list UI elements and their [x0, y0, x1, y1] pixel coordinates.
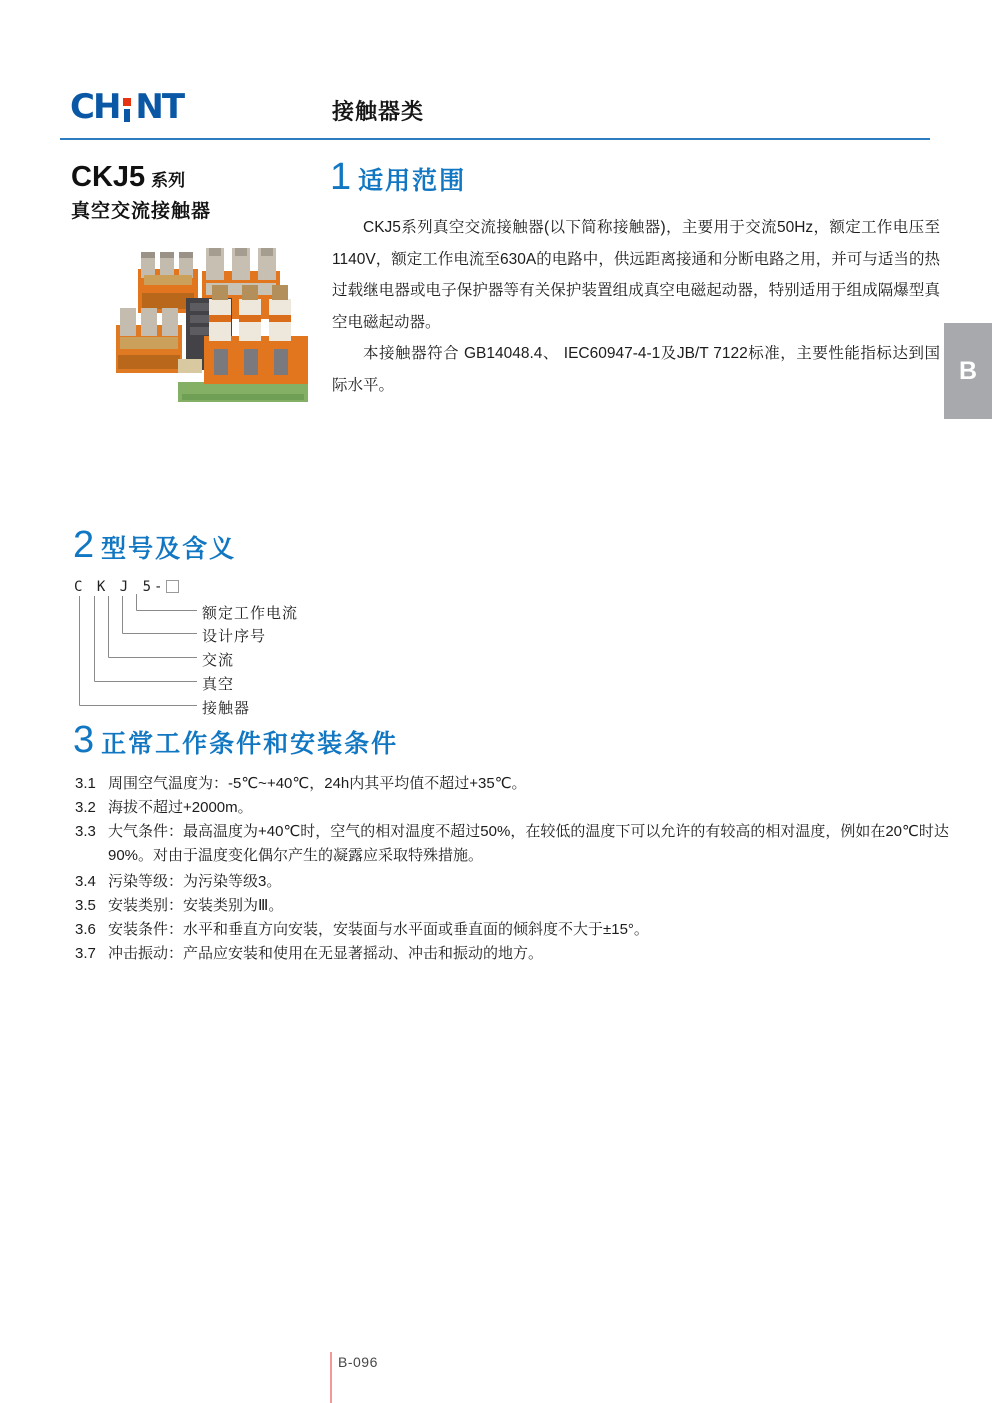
section2-heading — [73, 526, 236, 565]
section1-body — [332, 212, 940, 401]
series-code: CKJ5 — [71, 161, 146, 193]
condition-item — [75, 796, 965, 820]
model-label-design-serial: 设计序号 — [202, 628, 267, 645]
section1-heading — [330, 158, 466, 197]
model-label-rated-current: 额定工作电流 — [202, 605, 299, 622]
section1-paragraph-2: 本接触器符合 GB14048.4、 IEC60947-4-1及JB/T 7122标准，主要性能指标达到国际水平。 — [332, 345, 940, 394]
section-index-tab — [944, 323, 992, 419]
section3-title: 正常工作条件和安装条件 — [101, 730, 399, 758]
section1-paragraph-1: CKJ5系列真空交流接触器(以下简称接触器)，主要用于交流50Hz，额定工作电压至1140V，额定工作电流至630A的电路中，供远距离接通和分断电路之用，并可与适当的热过载继电器或电子保护器等有关保护装置组成真空电磁起动器，特别适用于组成隔爆型真空电磁起动器。 — [332, 219, 940, 331]
model-label-ac: 交流 — [202, 652, 235, 669]
condition-item — [75, 894, 965, 918]
section3-number: 3 — [73, 719, 95, 761]
series-suffix: 系列 — [151, 171, 186, 190]
condition-number: 3.6 — [75, 921, 96, 938]
logo-text-right: NT — [135, 87, 184, 127]
condition-text: 安装类别：安装类别为Ⅲ。 — [108, 897, 284, 914]
condition-text: 海拔不超过+2000m。 — [108, 799, 253, 816]
section-index-letter: B — [958, 356, 978, 385]
condition-number: 3.2 — [75, 799, 96, 816]
condition-text: 安装条件：水平和垂直方向安装，安装面与水平面或垂直面的倾斜度不大于±15°。 — [108, 921, 649, 938]
condition-item — [75, 870, 965, 894]
condition-text: 周围空气温度为：-5℃~+40℃，24h内其平均值不超过+35℃。 — [108, 775, 527, 792]
model-meaning-connector-lines — [60, 570, 210, 715]
section2-title: 型号及含义 — [101, 535, 237, 563]
series-heading — [71, 161, 185, 194]
footer-divider — [330, 1352, 332, 1403]
condition-text: 冲击振动：产品应安装和使用在无显著摇动、冲击和振动的地方。 — [108, 945, 544, 962]
product-photo — [108, 241, 310, 405]
logo-text-left: CH — [70, 87, 120, 127]
condition-number: 3.7 — [75, 945, 96, 962]
condition-list — [75, 772, 965, 966]
condition-item — [75, 772, 965, 796]
page-category-title: 接触器类 — [332, 99, 425, 124]
logo-i-mark — [121, 92, 133, 122]
condition-text: 污染等级：为污染等级3。 — [108, 873, 282, 890]
section1-number: 1 — [330, 156, 352, 198]
header-divider — [60, 138, 930, 140]
page-number: B-096 — [338, 1354, 378, 1370]
condition-number: 3.5 — [75, 897, 96, 914]
model-label-contactor: 接触器 — [202, 700, 251, 717]
product-name: 真空交流接触器 — [71, 201, 212, 222]
condition-number: 3.3 — [75, 823, 96, 840]
condition-number: 3.4 — [75, 873, 96, 890]
section1-title: 适用范围 — [358, 167, 467, 195]
model-code-text: C K J 5- — [74, 579, 166, 595]
logo-red-dot-icon — [123, 98, 131, 106]
condition-number: 3.1 — [75, 775, 96, 792]
model-label-vacuum: 真空 — [202, 676, 235, 693]
condition-text: 大气条件：最高温度为+40℃时，空气的相对温度不超过50%，在较低的温度下可以允许的有较高的相对温度，例如在20℃时达90%。对由于温度变化偶尔产生的凝露应采取特殊措施。 — [108, 823, 949, 864]
condition-item — [75, 918, 965, 942]
condition-item — [75, 942, 965, 966]
section2-number: 2 — [73, 524, 95, 566]
chint-logo — [70, 87, 184, 127]
condition-item — [75, 820, 965, 868]
section3-heading — [73, 721, 398, 760]
logo-i-stem — [124, 109, 130, 122]
